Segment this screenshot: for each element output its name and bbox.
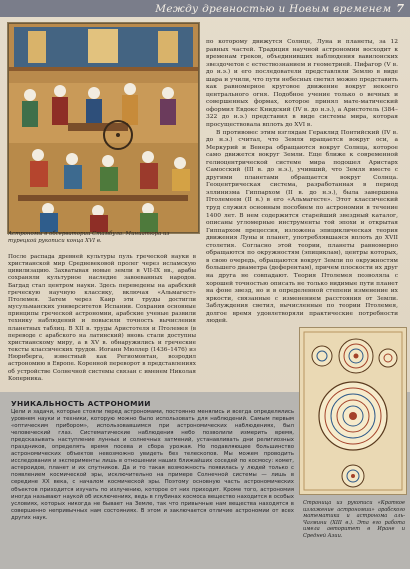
info-box-text: Цели и задачи, которые стояли перед астрономами, постоянно менялись и всегда определялись уровнем науки и техники, которую можно было использовать для наблюдений. Самым первым «оптическим прибором», использовавшимся при астрономических наблюдениях, был человеческий глаз. Систематические наблюдения небо позволили измерить время, предсказывать наступление лунных и солнечных затмений, устанавливать дни религиозных праздников, определять время посева и сбора урожая. Но подавляющее большинство астрономических объектов невозможно увидеть без телескопов. Мы можем проводить исследования и эксперименты лишь в отношении наших ближайших соседей по космосу: комет, астероидов, планет и их спутников. Да и то такая возможность появилась у людей только с появлением космической эры, исключительно на примере Солнечной системы — лишь в середине XX века, с началом космической эры. Поэтому основную часть астрономических объектов приходится изучать по излучению, которое от них приходит. Кроме того, астрономия иногда называют наукой об исключениях, ведь в глубинах космоса вещество находится в особых условиях, которых никогда не бывает на Земле, так что привычные нам вещества находятся в совершенно непривычных нам состояниях. В этом и заключается отличие астрономии от всех других наук. bbox=[11, 409, 294, 521]
info-box-title: УНИКАЛЬНОСТЬ АСТРОНОМИИ bbox=[11, 399, 151, 408]
right-paragraph-2: В противовес этим взглядам Гераклид Понтийский (IV в. до н.э.) считал, что Земля вращается вокруг оси, а Меркурий и Венера обращаются вокруг Солнца, которое само движется вокруг Земли. Еще ближе к современной гелиоцентрической системе мира подошел Аристарх Самосский (III в. до н.э.), учивший, что Земля вместе с другими планетами обращается вокруг Солнца. Геоцентрическая система, разработанная в период эллинизма Гиппархом (II в. до н.э.), была завершена Птолемеем (II в.) в его «Альмагесте». Этот классический труд служил основным пособием по астрономии в течение 1400 лет. В нем содержится старейший звездный каталог, описаны угломерные инструменты той эпохи и открытая Гиппархом прецессия, изложена эпициклическая теория движения Луны и планет, употреблявшаяся вплоть до XVII столетия. Согласно этой теории, планеты равномерно обращаются по окружностям (эпициклам), центры которых, в свою очередь, обращаются вокруг Земли по окружностям большего диаметра (деферентам), причем плоскости их друг на друга не совпадают. Теория Птолемея позволяла с хорошей точностью описать не только видимые пути планет на фоне звезд, но и в определенной степени изменение их яркости, связанные с изменением расстояния от Земли. Заблуждения светил, вычисленные по теории Птолемея, долгое время удовлетворяли практические потребности людей. bbox=[206, 129, 398, 325]
manuscript-caption: Страница из рукописи «Краткое изложение астрономии» арабского математика и астронома аль-Чагмини (XIII в.). Эта его работа имела авторитет в Иране и Средней Азии. bbox=[303, 500, 405, 539]
manuscript-diagram bbox=[300, 328, 406, 494]
observatory-miniature-image bbox=[7, 22, 200, 234]
left-paragraph: После распада древней культуры пуль греческой науки в христианской мир Средневековой пролег через исламскую цивилизацию. Захватывая новые земли в VII-IX вв., арабы сохраняли культурное наследие завоеванных народов. Багдад стал центром науки. Здесь переведены на арабский греческую научную классику, включая «Альмагест» Птолемея. Затем через Каир эти труды достигли мусульманских университетов Испании. Сохранив основные принципы греческой астрономии, арабские ученые развили технику наблюдений и повысили точность вычисления планетных таблиц. В XII в. труды Аристотеля и Птолемея (в переводе с арабского на латинский) вновь стали доступны христианскому миру, а в XV в. обнаружились и греческие тексты классических трудов. Иоганн Мюллер (1436–1476) из Нюрнберга, известный как Региомонтан, возродил астрономию в Европе. Коренной переворот в представлениях об устройстве Солнечной системы связан с именем Николая Коперника. bbox=[8, 254, 196, 382]
header-title: Между древностью и Новым временем bbox=[155, 2, 392, 15]
page-number: 7 bbox=[396, 2, 404, 15]
manuscript-figure-image bbox=[299, 327, 407, 495]
running-header bbox=[0, 0, 410, 17]
miniature-drawing bbox=[8, 23, 199, 233]
miniature-caption: Астрономы в обсерватории Стамбула. Миниатюра из турецкой рукописи конца XVI в. bbox=[8, 231, 170, 244]
right-column-text bbox=[206, 39, 398, 326]
right-paragraph-1: по которому движутся Солнце, Луна и планеты, за 12 равных частей. Традиция научной астрономии восходит к временам греков, объединивших наблюдения вавилонских звездочетов с естествознанием и геометрией. Пифагор (V в. до н.э.) и его последователи представляли Землю в виде шара и учили, что пути небесных светил можно представить как равномерное круговое движение вокруг некоего центрального огня. Подобное учение только о вечных и совершенных формах, которое принял мате-матический оформил Евдокс Книдский (IV в. до н.э.), а Аристотель (384–322 до н.э.) представил в виде системы мира, которая просуществовала вплоть до XVI в. bbox=[206, 39, 398, 129]
left-column-text bbox=[8, 254, 196, 383]
